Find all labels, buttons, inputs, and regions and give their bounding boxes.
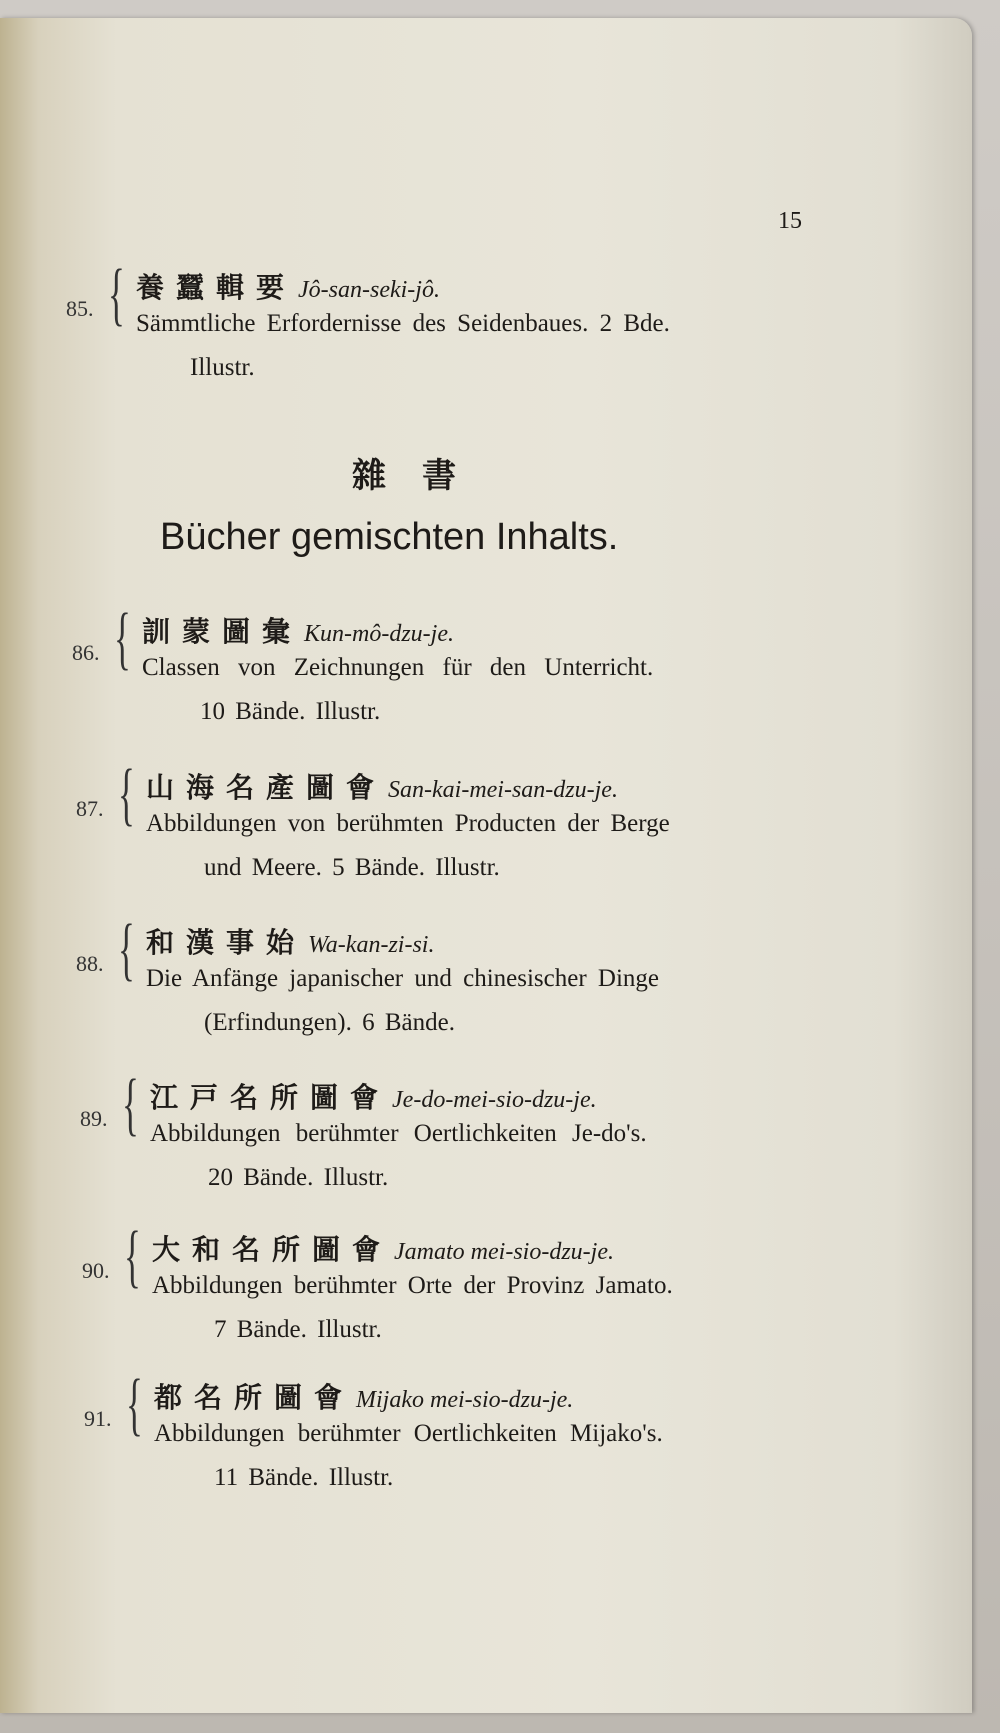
brace: {: [118, 911, 135, 988]
entry-romanization: Mijako mei-sio-dzu-je.: [356, 1387, 574, 1413]
entry-romanization: Wa-kan-zi-si.: [308, 932, 435, 958]
entry-description: Abbildungen von berühmten Producten der Berge: [146, 810, 670, 837]
brace: {: [114, 600, 131, 677]
entry-description: Abbildungen berühmter Orte der Provinz Jamato.: [152, 1272, 673, 1299]
entry-title-jp: 江戸名所圖會Je-do-mei-sio-dzu-je.: [150, 1081, 597, 1114]
entry-romanization: Jamato mei-sio-dzu-je.: [394, 1239, 614, 1265]
entry-romanization: Kun-mô-dzu-je.: [304, 621, 454, 647]
entry-number: 87.: [76, 796, 104, 821]
entry-description: Die Anfänge japanischer und chinesischer Dinge: [146, 965, 660, 992]
catalog-entry: [74, 1066, 834, 1226]
brace: {: [118, 756, 135, 833]
entry-details: 7 Bände. Illustr.: [214, 1316, 382, 1343]
entry-number: 90.: [82, 1258, 110, 1283]
entry-number: 86.: [72, 640, 100, 665]
entry-details: 20 Bände. Illustr.: [208, 1164, 389, 1191]
brace: {: [122, 1066, 139, 1143]
entry-romanization: San-kai-mei-san-dzu-je.: [388, 777, 618, 803]
entry-details: (Erfindungen). 6 Bände.: [204, 1009, 455, 1036]
section-title: Bücher gemischten Inhalts.: [160, 516, 619, 558]
entry-title-jp: 和漢事始Wa-kan-zi-si.: [146, 926, 435, 959]
brace: {: [126, 1366, 143, 1443]
catalog-entry: [60, 256, 820, 416]
entry-details: und Meere. 5 Bände. Illustr.: [204, 854, 500, 881]
entry-description: Abbildungen berühmter Oertlichkeiten Mijako's.: [154, 1420, 663, 1447]
entry-description: Sämmtliche Erfordernisse des Seidenbaues. 2 Bde.: [136, 310, 670, 337]
entry-number: 89.: [80, 1106, 108, 1131]
brace: {: [124, 1218, 141, 1295]
entry-title-jp: 養蠶輯要Jô-san-seki-jô.: [136, 271, 440, 304]
catalog-entry: [70, 911, 830, 1071]
entry-number: 85.: [66, 296, 94, 321]
entry-description: Abbildungen berühmter Oertlichkeiten Je-do's.: [150, 1120, 647, 1147]
entry-title-jp: 都名所圖會Mijako mei-sio-dzu-je.: [154, 1381, 574, 1414]
catalog-entry: [76, 1218, 836, 1378]
catalog-entry: [66, 600, 826, 760]
entry-title-jp: 大和名所圖會Jamato mei-sio-dzu-je.: [152, 1233, 614, 1266]
entry-number: 91.: [84, 1406, 112, 1431]
entry-details: 11 Bände. Illustr.: [214, 1464, 394, 1491]
book-page: [0, 18, 972, 1713]
entry-romanization: Je-do-mei-sio-dzu-je.: [392, 1087, 597, 1113]
entry-number: 88.: [76, 951, 104, 976]
page-number: 15: [778, 208, 802, 234]
entry-title-jp: 山海名產圖會San-kai-mei-san-dzu-je.: [146, 771, 618, 804]
catalog-entry: [78, 1366, 838, 1526]
section-title-jp: 雜書: [352, 456, 492, 496]
entry-description: Classen von Zeichnungen für den Unterricht.: [142, 654, 654, 681]
brace: {: [108, 256, 125, 333]
entry-title-jp: 訓蒙圖彙Kun-mô-dzu-je.: [142, 615, 454, 648]
catalog-entry: [70, 756, 830, 916]
entry-details: Illustr.: [190, 354, 255, 381]
entry-details: 10 Bände. Illustr.: [200, 698, 381, 725]
entry-romanization: Jô-san-seki-jô.: [298, 277, 440, 303]
